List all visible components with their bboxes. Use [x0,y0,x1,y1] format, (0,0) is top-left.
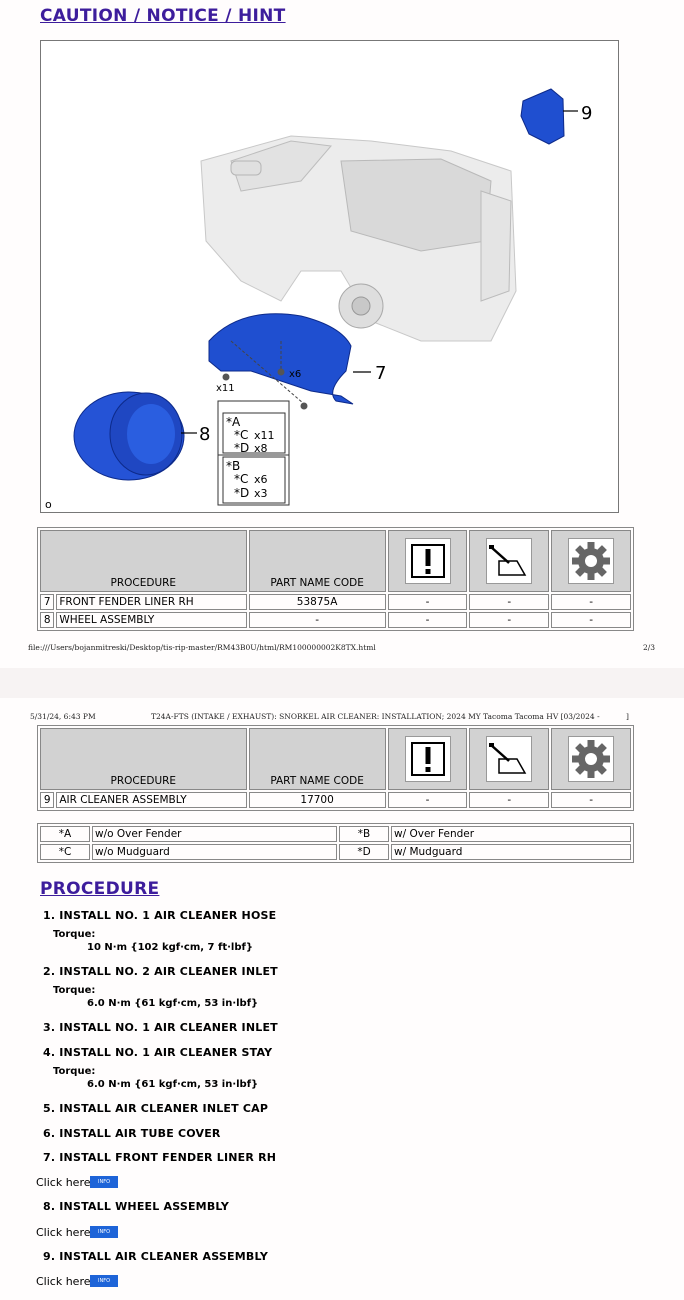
torque-value: 6.0 N·m {61 kgf·cm, 53 in·lbf} [87,998,259,1009]
step-3: 3. INSTALL NO. 1 AIR CLEANER INLET [43,1021,278,1034]
callout-x6: x6 [289,369,302,380]
procedure-heading: PROCEDURE [40,879,160,899]
info-button[interactable]: INFO [90,1226,118,1238]
click-here-link[interactable]: Click here [36,1275,91,1288]
callout-x11: x11 [216,383,235,394]
row-cell: - [469,594,549,610]
row-cell: - [551,612,631,628]
step-1: 1. INSTALL NO. 1 AIR CLEANER HOSE [43,909,277,922]
bolt-fastener-2 [301,403,308,410]
step-4: 4. INSTALL NO. 1 AIR CLEANER STAY [43,1046,273,1059]
callout-7: 7 [375,363,387,384]
header-title: T24A-FTS (INTAKE / EXHAUST): SNORKEL AIR CLEANER: INSTALLATION; 2024 MY Tacoma Tacoma HV [03/2024 - [151,712,600,721]
hub [352,297,370,315]
callout-9: 9 [581,103,593,124]
screw-fastener [223,374,230,381]
torque-label: Torque: [53,1066,96,1077]
gear-icon [568,736,614,782]
torque-value: 10 N·m {102 kgf·cm, 7 ft·lbf} [87,942,253,953]
caution-heading: CAUTION / NOTICE / HINT [40,6,286,26]
side-mirror [231,161,261,175]
lubricant-can-icon [486,538,532,584]
row-part-code: 17700 [249,792,386,808]
gear-icon-cell [551,530,631,592]
lubricant-can-icon [486,736,532,782]
abbr-key: *B [339,826,389,842]
torque-value: 6.0 N·m {61 kgf·cm, 53 in·lbf} [87,1079,259,1090]
legend-a: *A [226,415,241,429]
clip-fastener [278,369,285,376]
lubricant-icon-cell [469,530,549,592]
row-cell: - [388,792,468,808]
page-break [0,668,684,698]
abbr-value: w/o Mudguard [92,844,337,860]
info-button[interactable]: INFO [90,1176,118,1188]
legend-b-d: *D [234,486,250,500]
abbr-key: *A [40,826,90,842]
callout-8: 8 [199,424,211,445]
row-part-code: 53875A [249,594,386,610]
row-cell: - [469,612,549,628]
step-8: 8. INSTALL WHEEL ASSEMBLY [43,1200,230,1213]
row-part-code: - [249,612,386,628]
row-cell: - [388,594,468,610]
caution-icon-cell [388,530,468,592]
click-here-link[interactable]: Click here [36,1226,91,1239]
legend-b-d-qty: x3 [254,487,268,500]
footer-file-path: file:///Users/bojanmitreski/Desktop/tis-rip-master/RM43B0U/html/RM100000002K8TX.html [28,643,376,652]
part-name-code-header: PART NAME CODE [249,728,386,790]
caution-icon-cell [388,728,468,790]
row-cell: - [469,792,549,808]
header-datetime: 5/31/24, 6:43 PM [30,712,96,721]
torque-label: Torque: [53,929,96,940]
row-number: 8 [40,612,54,628]
info-button[interactable]: INFO [90,1275,118,1287]
click-here-link[interactable]: Click here [36,1176,91,1189]
gear-icon-cell [551,728,631,790]
step-6: 6. INSTALL AIR TUBE COVER [43,1127,221,1140]
legend-a-c-qty: x11 [254,429,275,442]
step-9: 9. INSTALL AIR CLEANER ASSEMBLY [43,1250,269,1263]
abbr-value: w/o Over Fender [92,826,337,842]
table-row [40,594,631,610]
installation-illustration [40,40,619,513]
row-number: 7 [40,594,54,610]
table-row [40,826,631,842]
abbr-value: w/ Over Fender [391,826,631,842]
row-number: 9 [40,792,54,808]
legend-a-c: *C [234,428,249,442]
header-bracket: ] [626,712,629,721]
illustration-svg [41,41,618,512]
procedure-header: PROCEDURE [40,530,247,592]
row-cell: - [388,612,468,628]
torque-label: Torque: [53,985,96,996]
legend-b: *B [226,459,241,473]
abbr-key: *C [40,844,90,860]
legend-a-d: *D [234,441,250,455]
step-7: 7. INSTALL FRONT FENDER LINER RH [43,1151,277,1164]
caution-icon [405,736,451,782]
gear-icon [568,538,614,584]
table-row [40,792,631,808]
legend-b-c-qty: x6 [254,473,268,486]
air-cleaner-part [521,89,564,144]
row-cell: - [551,594,631,610]
row-procedure: AIR CLEANER ASSEMBLY [56,792,246,808]
abbr-key: *D [339,844,389,860]
parts-table-2 [37,725,634,811]
procedure-header: PROCEDURE [40,728,247,790]
table-row [40,612,631,628]
step-2: 2. INSTALL NO. 2 AIR CLEANER INLET [43,965,278,978]
grille [481,191,511,301]
legend-b-c: *C [234,472,249,486]
figure-index: o [45,498,52,511]
footer-page-number: 2/3 [643,643,656,652]
step-5: 5. INSTALL AIR CLEANER INLET CAP [43,1102,269,1115]
parts-table-1 [37,527,634,631]
part-name-code-header: PART NAME CODE [249,530,386,592]
row-cell: - [551,792,631,808]
row-procedure: WHEEL ASSEMBLY [56,612,246,628]
abbr-value: w/ Mudguard [391,844,631,860]
row-procedure: FRONT FENDER LINER RH [56,594,246,610]
abbreviation-table [37,823,634,863]
wheel-hub [127,404,175,464]
table-row [40,844,631,860]
lubricant-icon-cell [469,728,549,790]
caution-icon [405,538,451,584]
legend-a-d-qty: x8 [254,442,268,455]
